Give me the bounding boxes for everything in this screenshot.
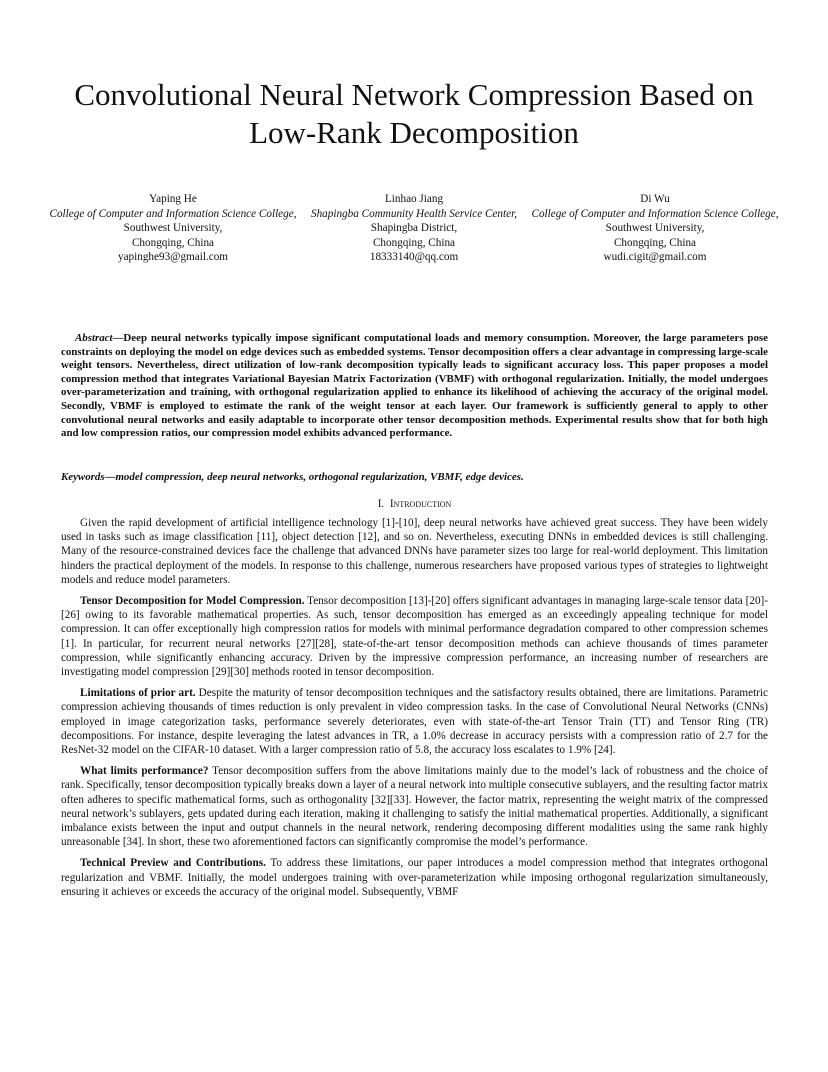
author-affiliation: Shapingba Community Health Service Center, (310, 207, 517, 220)
paragraph-lead: Tensor Decomposition for Model Compression. (80, 595, 305, 608)
author-1 (48, 192, 298, 265)
author-line: Southwest University, (123, 222, 223, 234)
paragraph-2 (61, 594, 768, 679)
paragraph-1 (61, 516, 768, 587)
abstract-text: —Deep neural networks typically impose significant computational loads and memory consumption. Moreover, the large parameters pose constraints on deploying the model on edge devices such as embedded systems. Tensor decomposition offers a clear advantage in compressing large-scale weight tensors. Nevertheless, direct utilization of low-rank decomposition typically leads to significant accuracy loss. This paper proposes a model compression method that integrates Variational Bayesian Matrix Factorization (VBMF) with orthogonal regularization. Initially, the model undergoes over-parameterization and training, with orthogonal regularization applied to enhance its likelihood of achieving the accuracy of the original model. Secondly, VBMF is employed to estimate the rank of the weight tensor at each layer. Our framework is sufficiently general to apply to other convolutional neural networks and easily adaptable to incorporate other tensor decomposition methods. Experimental results show that for both high and low compression ratios, our compression model exhibits advanced performance. (61, 332, 768, 440)
author-name: Di Wu (640, 193, 670, 205)
author-email: 18333140@qq.com (369, 251, 459, 263)
author-line: Shapingba District, (370, 222, 458, 234)
abstract-label: Abstract (75, 332, 113, 344)
keywords: Keywords—model compression, deep neural networks, orthogonal regularization, VBMF, edge devices. (61, 471, 524, 483)
author-line: Southwest University, (605, 222, 705, 234)
paragraph-lead: Technical Preview and Contributions. (80, 857, 266, 870)
author-email: wudi.cigit@gmail.com (603, 251, 707, 263)
paragraph-text: Given the rapid development of artificial intelligence technology [1]-[10], deep neural networks have achieved great success. They have been widely used in tasks such as image classification [11], object detection [12], and so on. Nevertheless, executing DNNs in embedded devices is still challenging. Many of the resource-constrained devices face the challenge that advanced DNNs have parameter sizes too large for real-world deployment. This limitation hinders the practical deployment of the models. In response to this challenge, numerous researchers have proposed various types of strategies to lightweight models and reduce model parameters. (61, 517, 768, 586)
author-3 (530, 192, 780, 265)
author-email: yapinghe93@gmail.com (117, 251, 229, 263)
section-number: I. (377, 498, 385, 510)
paragraph-text: Tensor decomposition [13]-[20] offers significant advantages in managing large-scale tensor data [20]-[26] owing to its favorable mathematical properties. As such, tensor decomposition has emerged as an exceedingly appealing technique for model compression. It can offer exceptionally high compression ratios for models with minimal performance degradation compared to other compression schemes [1]. In particular, for recurrent neural networks [27][28], state-of-the-art tensor decomposition methods can achieve thousands of times parameter compression, while significantly enhancing accuracy. Driven by the impressive compression performance, an increasing number of researchers are investigating model compression [29][30] methods rooted in tensor decomposition. (61, 595, 768, 679)
paragraph-text: To address these limitations, our paper introduces a model compression method that integrates orthogonal regularization and VBMF. Initially, the model undergoes training with over-parameterization while imposing orthogonal regularization simultaneously, ensuring it achieves or exceeds the accuracy of the original model. Subsequently, VBMF (61, 857, 768, 898)
paragraph-4 (61, 764, 768, 849)
paragraph-5 (61, 856, 768, 899)
author-line: Chongqing, China (372, 236, 456, 249)
paragraph-lead: What limits performance? (80, 765, 209, 778)
section-heading (61, 497, 768, 511)
author-line: Chongqing, China (613, 236, 697, 249)
paragraph-text: Despite the maturity of tensor decomposition techniques and the satisfactory results obtained, there are limitations. Parametric compression achieving thousands of times reduction is only prevalent in video compression tasks. In the case of Convolutional Neural Networks (CNNs) employed in image categorization tasks, performance severely deteriorates, even with state-of-the-art Tensor Train (TT) and Tensor Ring (TR) decompositions. For instance, despite leveraging the latest advances in TR, a 1.0% decrease in accuracy persists with a compression ratio of 2.7 for the ResNet-32 model on the CIFAR-10 dataset. With a larger compression ratio of 5.8, the accuracy loss escalates to 1.9% [24]. (61, 687, 768, 757)
author-affiliation: College of Computer and Information Science College, (531, 207, 779, 220)
author-affiliation: College of Computer and Information Science College, (49, 207, 297, 220)
paragraph-lead: Limitations of prior art. (80, 687, 196, 700)
paper-title: Convolutional Neural Network Compression Based on Low-Rank Decomposition (74, 77, 754, 150)
section-title: Introduction (389, 498, 452, 510)
author-block (0, 192, 828, 282)
abstract (61, 332, 768, 441)
author-name: Linhao Jiang (384, 193, 444, 205)
paragraph-text: Tensor decomposition suffers from the above limitations mainly due to the model’s lack of robustness and the choice of rank. Specifically, tensor decomposition typically breaks down a layer of a neural network into multiple consecutive sublayers, and the resulting factor matrix often adheres to specific mathematical forms, such as orthogonality [32][33]. However, the factor matrix, representing the weight matrix of the compressed neural network’s sublayers, gets updated during each iteration, making it challenging to satisfy the initial mathematical properties. Additionally, a significant imbalance exists between the input and output channels in the neural network, rendering decomposing different modalities using the same rank highly unreasonable [34]. In short, these two aforementioned factors can significantly compromise the model’s performance. (61, 765, 768, 849)
author-name: Yaping He (149, 193, 197, 205)
paragraph-3 (61, 686, 768, 757)
author-2 (289, 192, 539, 265)
section-body (61, 516, 768, 906)
author-line: Chongqing, China (131, 236, 215, 249)
